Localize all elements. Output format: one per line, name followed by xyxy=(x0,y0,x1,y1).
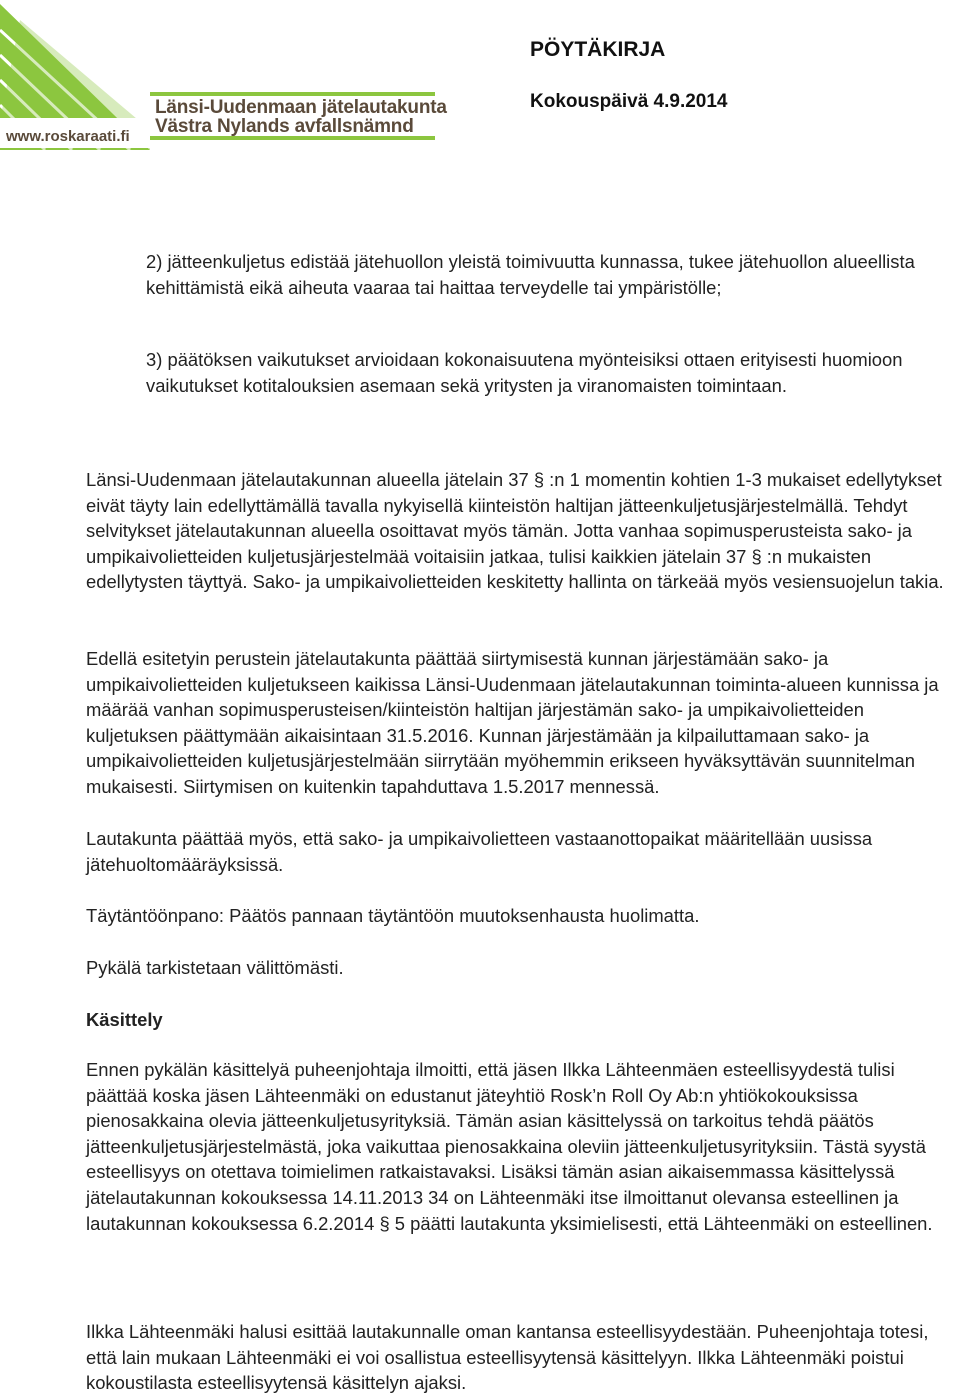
logo-org-name-sv: Västra Nylands avfallsnämnd xyxy=(155,116,414,137)
handling-heading: Käsittely xyxy=(86,1009,163,1030)
paragraph-decision: Edellä esitetyin perustein jätelautakunta päättää siirtymisestä kunnan järjestämään sako- ja umpikaivolietteiden kuljetukseen kaikissa Länsi-Uudenmaan jätelautakunnan toiminta-alueen kunnissa ja määrää vanhan sopimusperusteisen/kiinteistön haltijan järjestämän sako- ja umpikaivolietteiden kuljetuksen päättymään aikaisintaan 31.5.2016. Kunnan järjestämään ja kilpailuttamaan sako- ja umpikaivolietteiden kuljetusjärjestelmään siirrytään myöhemmin erikseen hyväksyttävän suunnitelman mukaisesti. Siirtymisen on kuitenkin tapahduttava 1.5.2017 mennessä. xyxy=(86,648,939,797)
paragraph-member-statement: Ilkka Lähteenmäki halusi esittää lautakunnalle oman kantansa esteellisyydestään. Puheenjohtaja totesi, että lain mukaan Lähteenmäki ei voi osallistua esteellisyytensä käsittelyyn. Ilkka Lähteenmäki poistui kokoustilasta esteellisyytensä käsittelyn ajaksi. xyxy=(86,1321,929,1394)
paragraph-reception-sites: Lautakunta päättää myös, että sako- ja umpikaivolietteen vastaanottopaikat määritellään uusissa jätehuoltomääräyksissä. xyxy=(86,828,873,875)
enforcement-note: Täytäntöönpano: Päätös pannaan täytäntöön muutoksenhausta huolimatta. xyxy=(86,905,700,926)
paragraph-assessment: Länsi-Uudenmaan jätelautakunnan alueella jätelain 37 § :n 1 momentin kohtien 1-3 mukaiset edellytykset eivät täyty lain edellyttämällä tavalla nykyisellä kiinteistön haltijan jätteenkuljetusjärjestelmällä. Tehdyt selvitykset jätelautakunnan alueella osoittavat myös tämän. Jotta vanhaa sopimusperusteista sako- ja umpikaivolietteiden kuljetusjärjestelmää voitaisiin jatkaa, tulisi kaikkien jätelain 37 § :n mukaisten edellytysten täyttyä. Sako- ja umpikaivolietteiden keskitetty hallinta on tärkeää myös vesiensuojelun takia. xyxy=(86,469,944,593)
document-type: PÖYTÄKIRJA xyxy=(530,38,666,61)
meeting-date: Kokouspäivä 4.9.2014 xyxy=(530,91,728,112)
criterion-item-2: 2) jätteenkuljetus edistää jätehuollon yleistä toimivuutta kunnassa, tukee jätehuollon alueellista kehittämistä eikä aiheuta vaaraa tai haittaa terveydelle tai ympäristölle; xyxy=(146,251,915,298)
check-note: Pykälä tarkistetaan välittömästi. xyxy=(86,957,344,978)
criterion-item-3: 3) päätöksen vaikutukset arvioidaan kokonaisuutena myönteisiksi ottaen erityisesti huomioon vaikutukset kotitalouksien asemaan sekä yritysten ja viranomaisten toimintaan. xyxy=(146,349,903,396)
logo-url: www.roskaraati.fi xyxy=(6,128,130,145)
logo-divider xyxy=(150,92,435,96)
organization-logo xyxy=(0,0,447,155)
logo-org-name-fi: Länsi-Uudenmaan jätelautakunta xyxy=(155,97,447,118)
paragraph-disqualification: Ennen pykälän käsittelyä puheenjohtaja ilmoitti, että jäsen Ilkka Lähteenmäen esteellisyydestä tulisi päättää koska jäsen Lähteenmäki on edustanut jäteyhtiö Rosk’n Roll Oy Ab:n yhtiökokouksissa pienosakkaina olevia jätteenkuljetusyrityksiä. Tämän asian käsittelyssä on tarkoitus tehdä päätös jätteenkuljetusjärjestelmästä, joka vaikuttaa pienosakkaina oleviin jätteenkuljetusyrityksiin. Tästä syystä esteellisyys on otettava toimielimen ratkaistavaksi. Lisäksi tämän asian aikaisemmassa käsittelyssä jätelautakunnan kokouksessa 14.11.2013 34 on Lähteenmäki itse ilmoittanut olevansa esteellinen ja lautakunnan kokouksessa 6.2.2014 § 5 päätti lautakunta yksimielisesti, että Lähteenmäki on esteellinen. xyxy=(86,1059,933,1234)
